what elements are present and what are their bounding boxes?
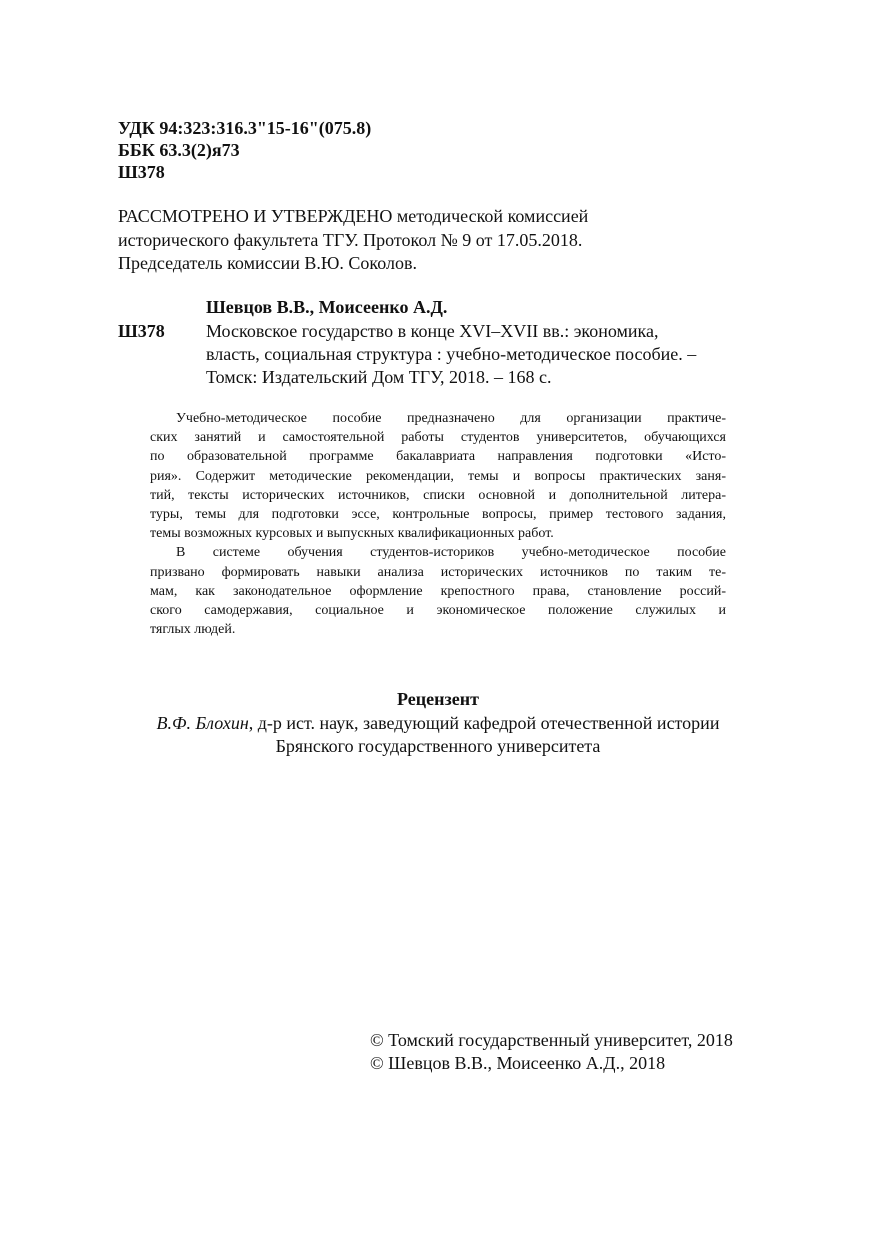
- copyright-university: © Томский государственный университет, 2018: [370, 1030, 733, 1050]
- bibliography-line-3: Томск: Издательский Дом ТГУ, 2018. – 168 с.: [206, 367, 552, 387]
- reviewer-block: [0, 688, 876, 759]
- bbk-code: ББК 63.3(2)я73: [118, 140, 240, 160]
- copyright-authors: © Шевцов В.В., Моисеенко А.Д., 2018: [370, 1053, 666, 1073]
- abstract-line: ского самодержавия, социальное и экономическое положение служилых и: [150, 603, 726, 619]
- abstract-line: ских занятий и самостоятельной работы студентов университетов, обучающихся: [150, 430, 726, 446]
- classification-codes: [118, 117, 371, 183]
- abstract-line: В системе обучения студентов-историков учебно-методическое пособие: [176, 545, 726, 561]
- abstract-line: мам, как законодательное оформление крепостного права, становление россий-: [150, 583, 726, 599]
- reviewer-description: , д-р ист. наук, заведующий кафедрой отечественной истории: [248, 712, 720, 733]
- abstract-line: тий, тексты исторических источников, списки основной и дополнительной литера-: [150, 487, 726, 503]
- copyright-block: [370, 1029, 733, 1075]
- udk-code: УДК 94:323:316.3"15-16"(075.8): [118, 118, 372, 138]
- abstract-line: по образовательной программе бакалавриата направления подготовки «Исто-: [150, 449, 726, 465]
- abstract-line: Учебно-методическое пособие предназначено для организации практиче-: [176, 411, 726, 426]
- abstract-line: тяглых людей.: [150, 622, 236, 638]
- bibliography-cipher: Ш378: [118, 321, 165, 341]
- approval-line-3: Председатель комиссии В.Ю. Соколов.: [118, 253, 417, 273]
- reviewer-affiliation: Брянского государственного университета: [275, 736, 601, 756]
- abstract-line: темы возможных курсовых и выпускных квалификационных работ.: [150, 526, 554, 542]
- approval-statement: [118, 205, 588, 276]
- bibliography-line-2: власть, социальная структура : учебно-методическое пособие. –: [206, 344, 697, 364]
- reviewer-name: В.Ф. Блохин: [156, 712, 249, 733]
- author-cipher: Ш378: [118, 162, 165, 182]
- abstract-line: туры, темы для подготовки эссе, контрольные вопросы, пример тестового задания,: [150, 507, 726, 523]
- bibliography-authors: Шевцов В.В., Моисеенко А.Д.: [206, 297, 448, 317]
- abstract-line: рия». Содержит методические рекомендации, темы и вопросы практических заня-: [150, 468, 726, 484]
- abstract-line: призвано формировать навыки анализа исторических источников по таким те-: [150, 564, 726, 580]
- reviewer-heading: Рецензент: [397, 689, 479, 709]
- approval-line-2: исторического факультета ТГУ. Протокол № 9 от 17.05.2018.: [118, 229, 583, 250]
- bibliography-line-1: Московское государство в конце XVI–XVII вв.: экономика,: [206, 321, 659, 341]
- bibliography-record: [206, 320, 696, 389]
- reviewer-line: [0, 712, 876, 736]
- abstract: [150, 409, 726, 639]
- approval-line-1: РАССМОТРЕНО И УТВЕРЖДЕНО методической комиссией: [118, 206, 589, 226]
